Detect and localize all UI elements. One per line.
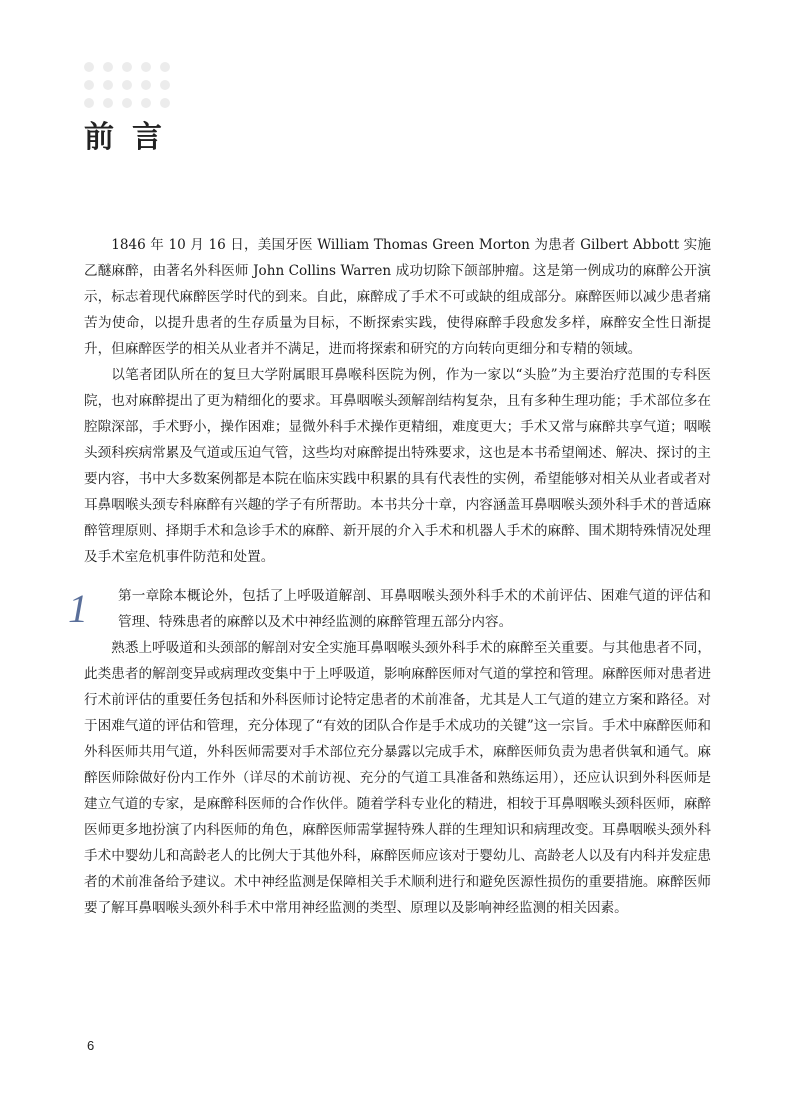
chapter-number: 1 — [68, 586, 88, 631]
title-char-2: 言 — [132, 120, 162, 155]
page-title — [84, 112, 180, 156]
page-number: 6 — [87, 1038, 95, 1053]
paragraph-2: 以笔者团队所在的复旦大学附属眼耳鼻喉科医院为例，作为一家以“头脸”为主要治疗范围的专科医院，也对麻醉提出了更为精细化的要求。耳鼻咽喉头颈解剖结构复杂，且有多种生理功能；手术部位多在腔隙深部，手术野小，操作困难；显微外科手术操作更精细，难度更大；手术又常与麻醉共享气道；咽喉头颈科疾病常累及气道或压迫气管，这些均对麻醉提出特殊要求，这也是本书希望阐述、解决、探讨的主要内容，书中大多数案例都是本院在临床实践中积累的具有代表性的实例，希望能够对相关从业者或者对耳鼻咽喉头颈专科麻醉有兴趣的学子有所帮助。本书共分十章，内容涵盖耳鼻咽喉头颈外科手术的普适麻醉管理原则、择期手术和急诊手术的麻醉、新开展的介入手术和机器人手术的麻醉、围术期特殊情况处理及手术室危机事件防范和处置。 — [84, 367, 711, 565]
chapter-body: 熟悉上呼吸道和头颈部的解剖对安全实施耳鼻咽喉头颈外科手术的麻醉至关重要。与其他患者不同，此类患者的解剖变异或病理改变集中于上呼吸道，影响麻醉医师对气道的掌控和管理。麻醉医师对患者进行术前评估的重要任务包括和外科医师讨论特定患者的术前准备，尤其是人工气道的建立方案和路径。对于困难气道的评估和管理，充分体现了“有效的团队合作是手术成功的关键”这一宗旨。手术中麻醉医师和外科医师共用气道，外科医师需要对手术部位充分暴露以完成手术，麻醉医师负责为患者供氧和通气。麻醉医师除做好份内工作外（详尽的术前访视、充分的气道工具准备和熟练运用），还应认识到外科医师是建立气道的专家，是麻醉科医师的合作伙伴。随着学科专业化的精进，相较于耳鼻咽喉头颈科医师，麻醉医师更多地扮演了内科医师的角色，麻醉医师需掌握特殊人群的生理知识和病理改变。耳鼻咽喉头颈外科手术中婴幼儿和高龄老人的比例大于其他外科，麻醉医师应该对于婴幼儿、高龄老人以及有内科并发症患者的术前准备给予建议。术中神经监测是保障相关手术顺利进行和避免医源性损伤的重要措施。麻醉医师要了解耳鼻咽喉头颈外科手术中常用神经监测的类型、原理以及影响神经监测的相关因素。 — [84, 640, 711, 916]
title-char-1: 前 — [84, 120, 114, 155]
chapter-intro: 第一章除本概论外，包括了上呼吸道解剖、耳鼻咽喉头颈外科手术的术前评估、困难气道的评估和管理、特殊患者的麻醉以及术中神经监测的麻醉管理五部分内容。 — [118, 588, 711, 630]
chapter-1-section — [68, 583, 711, 921]
decorative-dot-grid — [84, 62, 170, 108]
paragraph-1: 1846 年 10 月 16 日，美国牙医 William Thomas Green Morton 为患者 Gilbert Abbott 实施乙醚麻醉，由著名外科医师 John Collins Warren 成功切除下颌部肿瘤。这是第一例成功的麻醉公开演示，标志着现代麻醉医学时代的到来。自此，麻醉成了手术不可或缺的组成部分。麻醉医师以减少患者痛苦为使命，以提升患者的生存质量为目标，不断探索实践，使得麻醉手段愈发多样，麻醉安全性日渐提升，但麻醉医学的相关从业者并不满足，进而将探索和研究的方向转向更细分和专精的领域。 — [84, 237, 711, 357]
preface-body — [68, 232, 711, 921]
